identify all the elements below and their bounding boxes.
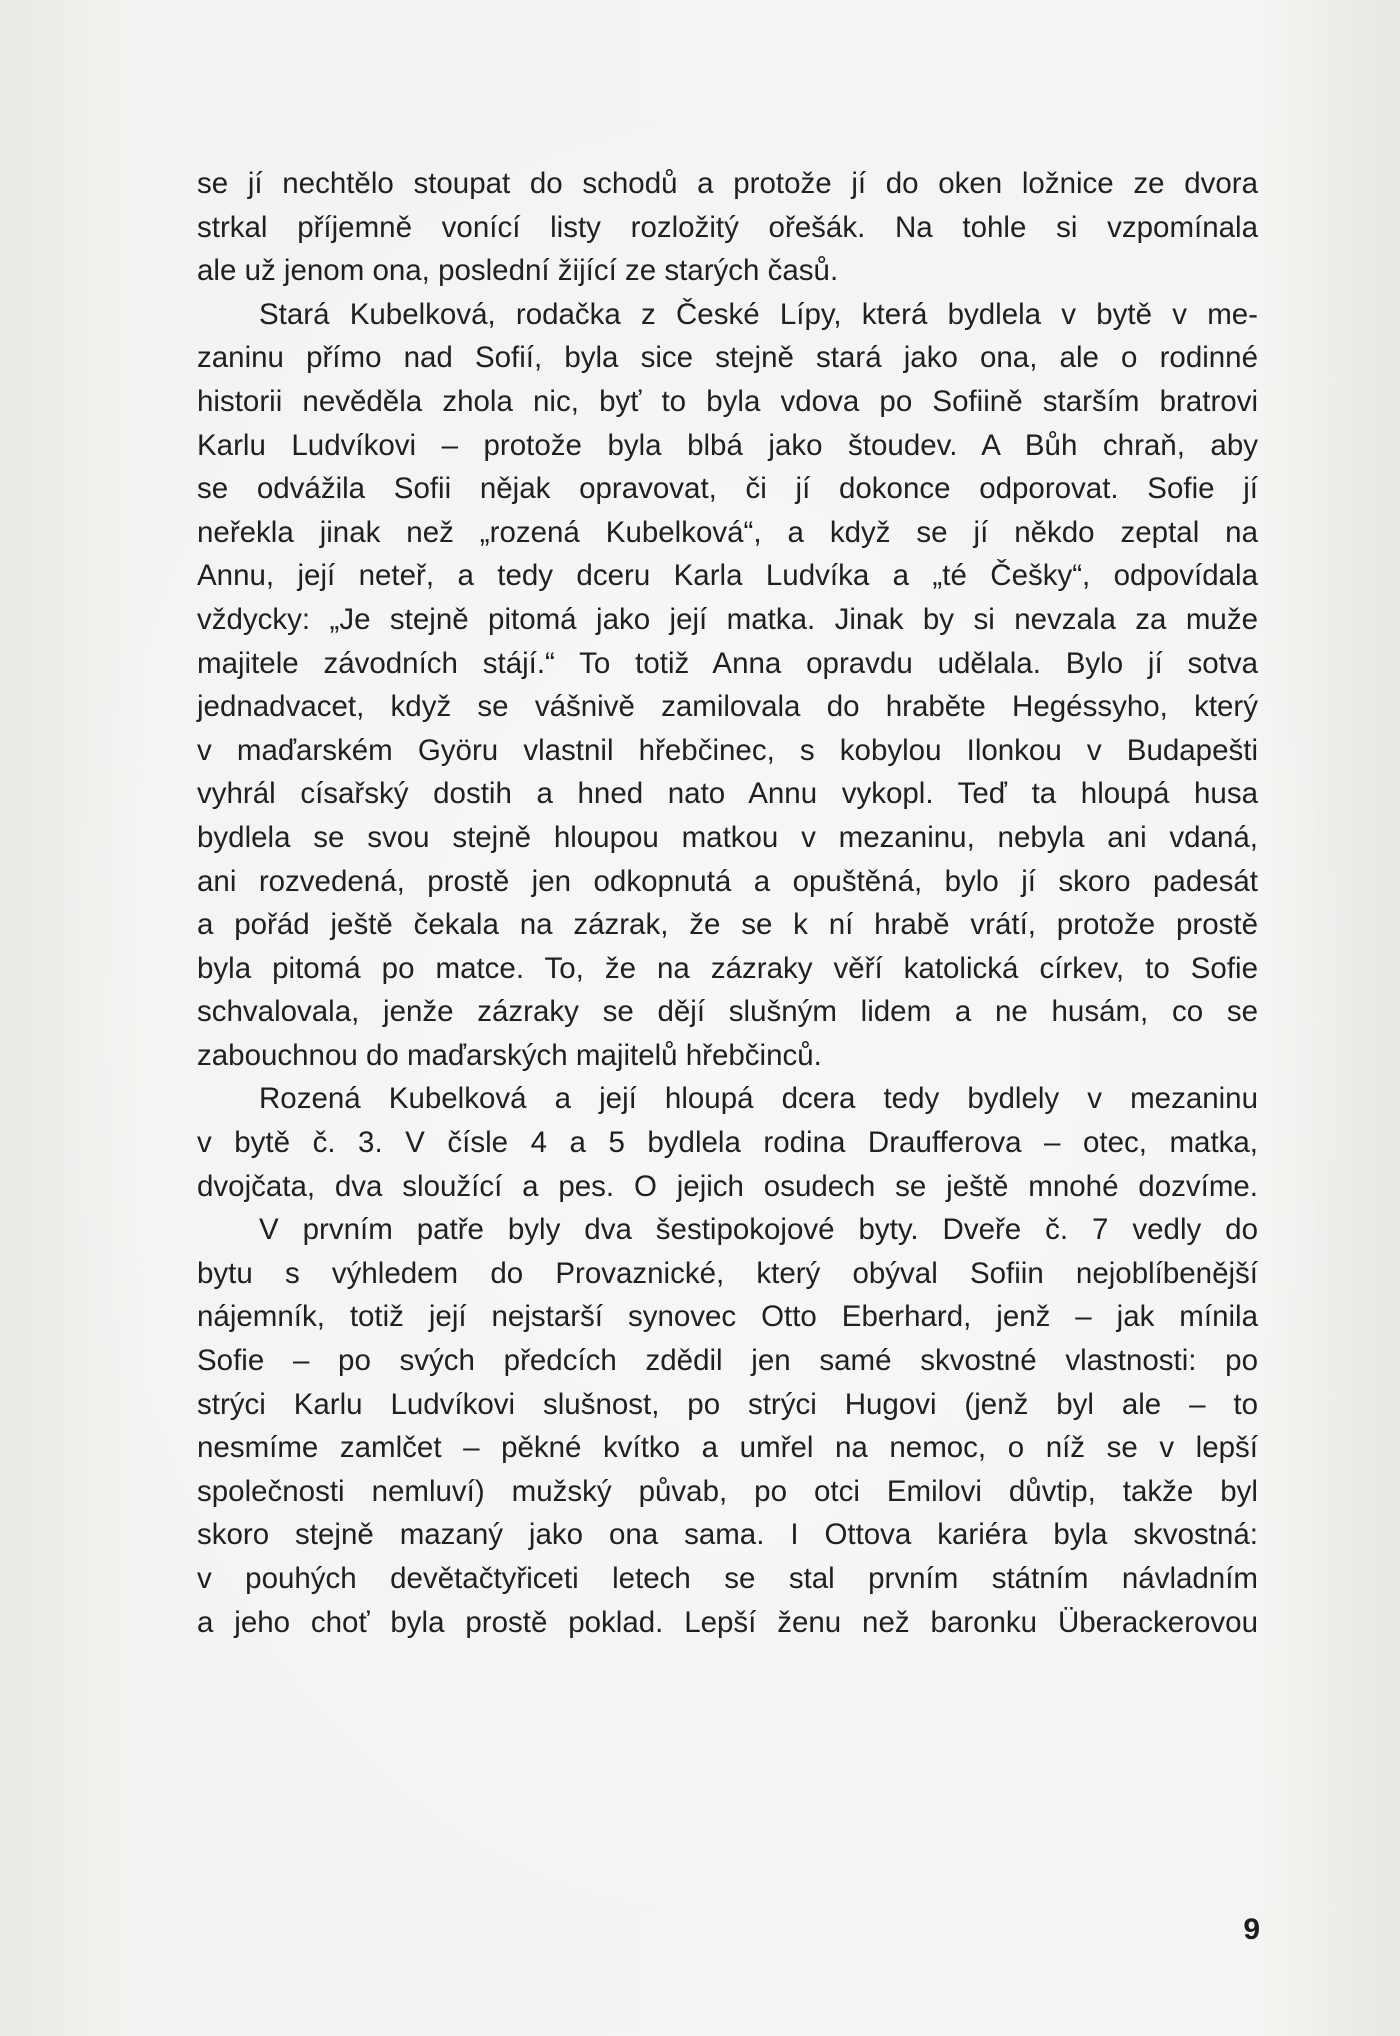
text-line: v maďarském Györu vlastnil hřebčinec, s kobylou Ilonkou v Budapešti <box>197 733 1258 767</box>
text-line: ale už jenom ona, poslední žijící ze starých časů. <box>197 254 839 288</box>
text-line: se odvážila Sofii nějak opravovat, či jí dokonce odporovat. Sofie jí <box>197 472 1258 506</box>
page-number: 9 <box>1243 1913 1260 1946</box>
text-line: společnosti nemluví) mužský půvab, po otci Emilovi důvtip, takže byl <box>197 1474 1258 1508</box>
text-line: historii nevěděla zhola nic, byť to byla vdova po Sofiině starším bratrovi <box>197 384 1258 418</box>
text-line: se jí nechtělo stoupat do schodů a protože jí do oken ložnice ze dvora <box>197 167 1258 200</box>
text-line: byla pitomá po matce. To, že na zázraky věří katolická církev, to Sofie <box>197 951 1258 985</box>
text-line: skoro stejně mazaný jako ona sama. I Ottova kariéra byla skvostná: <box>197 1518 1258 1552</box>
text-line: nesmíme zamlčet – pěkné kvítko a umřel na nemoc, o níž se v lepší <box>197 1431 1258 1465</box>
body-text <box>197 162 1258 1644</box>
text-line: v pouhých devětačtyřiceti letech se stal prvním státním návladním <box>197 1562 1258 1595</box>
text-line: a jeho choť byla prostě poklad. Lepší ženu než baronku Überackerovou <box>197 1605 1258 1639</box>
text-line: schvalovala, jenže zázraky se dějí slušným lidem a ne husám, co se <box>197 995 1258 1029</box>
text-line: Annu, její neteř, a tedy dceru Karla Ludvíka a „té Češky“, odpovídala <box>197 559 1258 593</box>
text-line: zabouchnou do maďarských majitelů hřebčinců. <box>197 1038 822 1072</box>
text-line: neřekla jinak než „rozená Kubelková“, a když se jí někdo zeptal na <box>197 515 1258 549</box>
text-line: dvojčata, dva sloužící a pes. O jejich osudech se ještě mnohé dozvíme. <box>197 1169 1258 1203</box>
text-line: majitele závodních stájí.“ To totiž Anna opravdu udělala. Bylo jí sotva <box>197 646 1258 680</box>
text-line: Karlu Ludvíkovi – protože byla blbá jako štoudev. A Bůh chraň, aby <box>197 428 1258 462</box>
text-line: Rozená Kubelková a její hloupá dcera tedy bydlely v mezaninu <box>259 1082 1258 1116</box>
text-line: v bytě č. 3. V čísle 4 a 5 bydlela rodina Draufferova – otec, matka, <box>197 1126 1258 1160</box>
text-line: bydlela se svou stejně hloupou matkou v mezaninu, nebyla ani vdaná, <box>197 820 1258 854</box>
text-line: Stará Kubelková, rodačka z České Lípy, která bydlela v bytě v me- <box>259 297 1258 331</box>
text-line: jednadvacet, když se vášnivě zamilovala do hraběte Hegéssyho, který <box>197 690 1258 724</box>
text-line: ani rozvedená, prostě jen odkopnutá a opuštěná, bylo jí skoro padesát <box>197 864 1258 898</box>
text-line: Sofie – po svých předcích zdědil jen samé skvostné vlastnosti: po <box>197 1344 1258 1378</box>
text-line: vyhrál císařský dostih a hned nato Annu vykopl. Teď ta hloupá husa <box>197 777 1258 811</box>
text-line: zaninu přímo nad Sofií, byla sice stejně stará jako ona, ale o rodinné <box>197 341 1258 375</box>
text-line: strkal příjemně vonící listy rozložitý ořešák. Na tohle si vzpomínala <box>197 210 1258 244</box>
text-line: V prvním patře byly dva šestipokojové byty. Dveře č. 7 vedly do <box>259 1213 1258 1247</box>
text-line: bytu s výhledem do Provaznické, který obýval Sofiin nejoblíbenější <box>197 1256 1258 1290</box>
text-line: a pořád ještě čekala na zázrak, že se k ní hrabě vrátí, protože prostě <box>197 908 1258 942</box>
text-line: strýci Karlu Ludvíkovi slušnost, po strýci Hugovi (jenž byl ale – to <box>197 1387 1258 1421</box>
text-line: nájemník, totiž její nejstarší synovec Otto Eberhard, jenž – jak mínila <box>197 1300 1258 1334</box>
text-line: vždycky: „Je stejně pitomá jako její matka. Jinak by si nevzala za muže <box>197 602 1258 636</box>
